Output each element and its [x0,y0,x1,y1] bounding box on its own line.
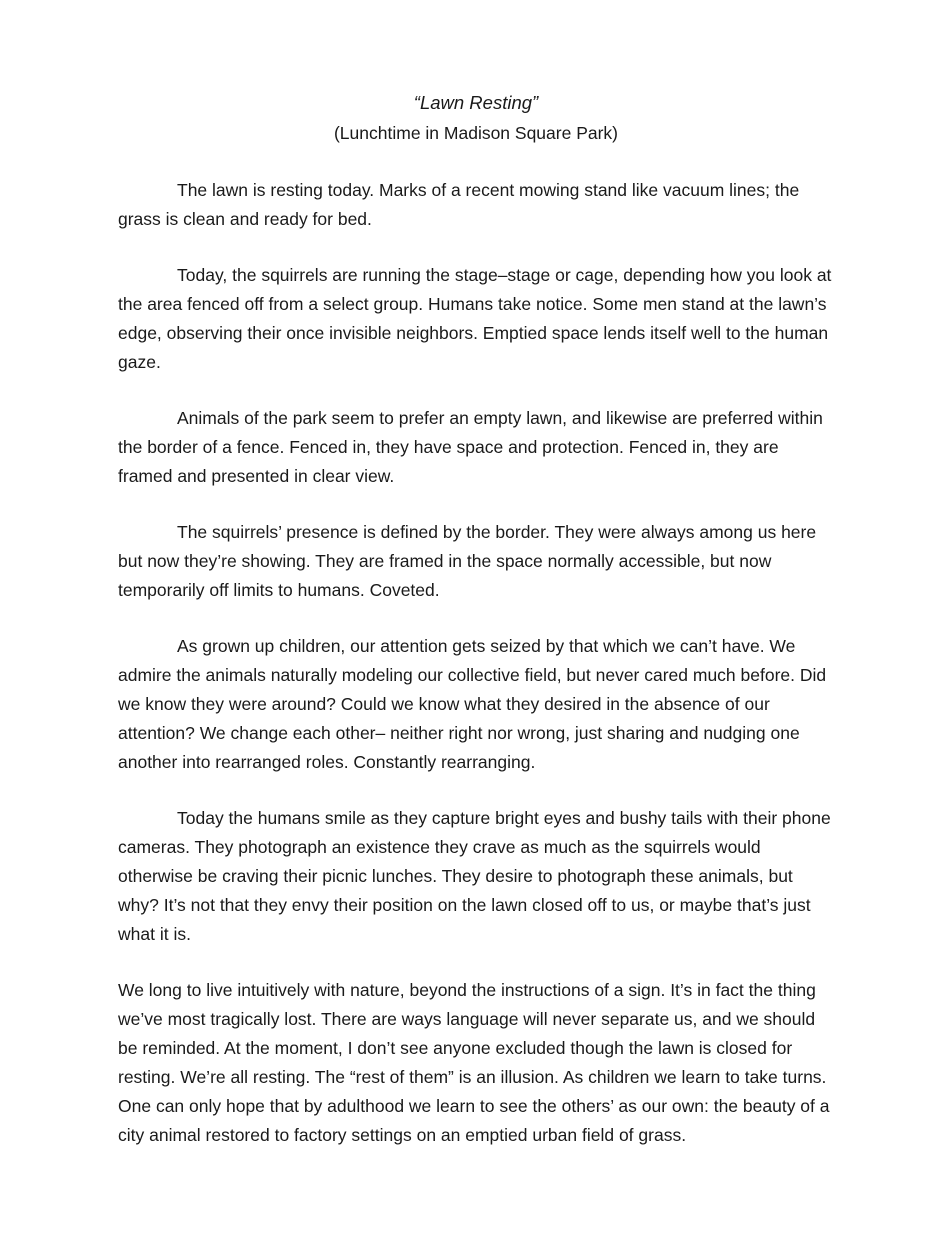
paragraph-5: As grown up children, our attention gets seized by that which we can’t have. We admire the animals naturally modeling our collective field, but never cared much before. Did we know they were around? Could we know what they desired in the absence of our attention? We change each other– neither right nor wrong, just sharing and nudging one another into rearranged roles. Constantly rearranging. [118,636,827,772]
paragraph-4: The squirrels’ presence is defined by the border. They were always among us here but now they’re showing. They are framed in the space normally accessible, but now temporarily off limits to humans. Coveted. [118,522,817,600]
document-subtitle: (Lunchtime in Madison Square Park) [333,123,619,143]
paragraph-6: Today the humans smile as they capture bright eyes and bushy tails with their phone cameras. They photograph an existence they crave as much as the squirrels would otherwise be craving their picnic lunches. They desire to photograph these animals, but why? It’s not that they envy their position on the lawn closed off to us, or maybe that’s just what it is. [118,808,831,944]
paragraph-2: Today, the squirrels are running the stage–stage or cage, depending how you look at the area fenced off from a select group. Humans take notice. Some men stand at the lawn’s edge, observing their once invisible neighbors. Emptied space lends itself well to the human gaze. [118,265,832,372]
paragraph-7: We long to live intuitively with nature, beyond the instructions of a sign. It’s in fact the thing we’ve most tragically lost. There are ways language will never separate us, and we should be reminded. At the moment, I don’t see anyone excluded though the lawn is closed for resting. We’re all resting. The “rest of them” is an illusion. As children we learn to take turns. One can only hope that by adulthood we learn to see the others’ as our own: the beauty of a city animal restored to factory settings on an emptied urban field of grass. [118,980,830,1145]
paragraph-1: The lawn is resting today. Marks of a recent mowing stand like vacuum lines; the grass is clean and ready for bed. [118,180,800,229]
paragraph-3: Animals of the park seem to prefer an empty lawn, and likewise are preferred within the border of a fence. Fenced in, they have space and protection. Fenced in, they are framed and presented in clear view. [118,408,823,486]
document-page [118,88,834,1177]
document-title: “Lawn Resting” [413,92,539,113]
